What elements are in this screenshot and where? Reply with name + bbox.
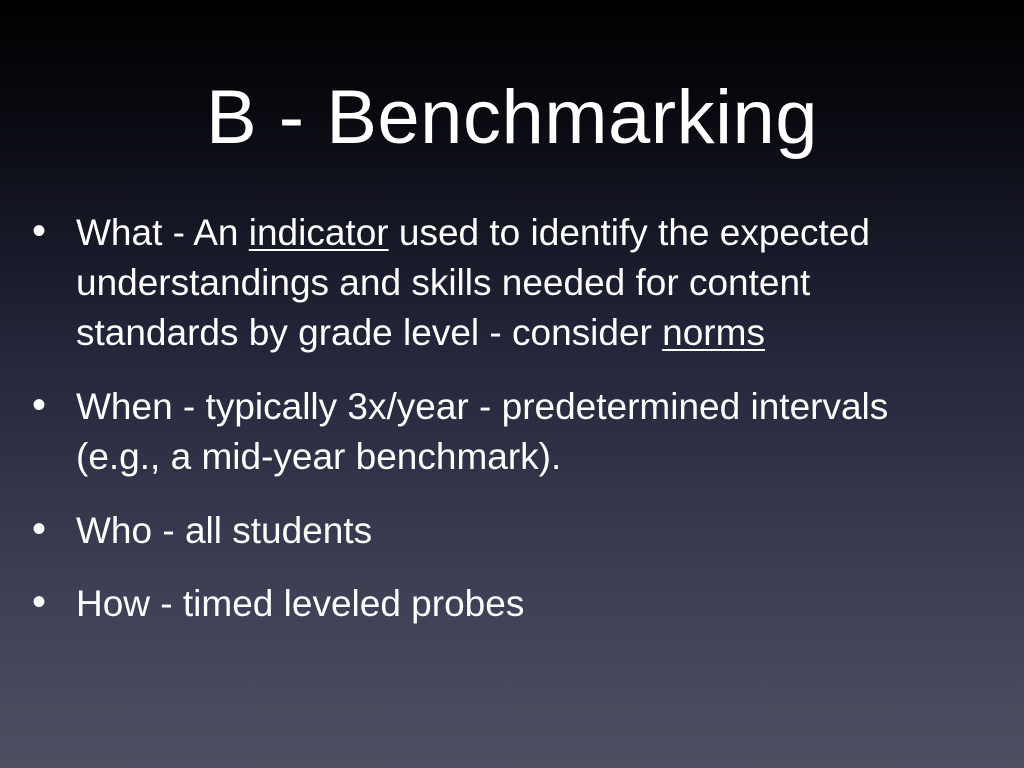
bullet-what-text-2: used to identify the expected understandings and skills needed for content standards by grade level - consider: [76, 212, 870, 353]
bullet-who: [30, 506, 980, 556]
bullet-when-text: When - typically 3x/year - predetermined intervals (e.g., a mid-year benchmark).: [76, 386, 889, 477]
bullet-dot-icon: •: [32, 507, 47, 551]
bullet-list: [30, 208, 980, 653]
bullet-what: [30, 208, 980, 358]
bullet-dot-icon: •: [32, 383, 47, 427]
indicator-term: indicator: [248, 212, 389, 253]
bullet-how: [30, 579, 980, 629]
bullet-how-text: How - timed leveled probes: [76, 583, 525, 624]
bullet-who-text: Who - all students: [76, 510, 373, 551]
bullet-when: [30, 382, 980, 482]
norms-term: norms: [662, 312, 765, 353]
slide-title: B - Benchmarking: [205, 75, 819, 160]
bullet-dot-icon: •: [32, 580, 47, 624]
bullet-what-text-1: What - An: [76, 212, 249, 253]
bullet-dot-icon: •: [32, 209, 47, 253]
